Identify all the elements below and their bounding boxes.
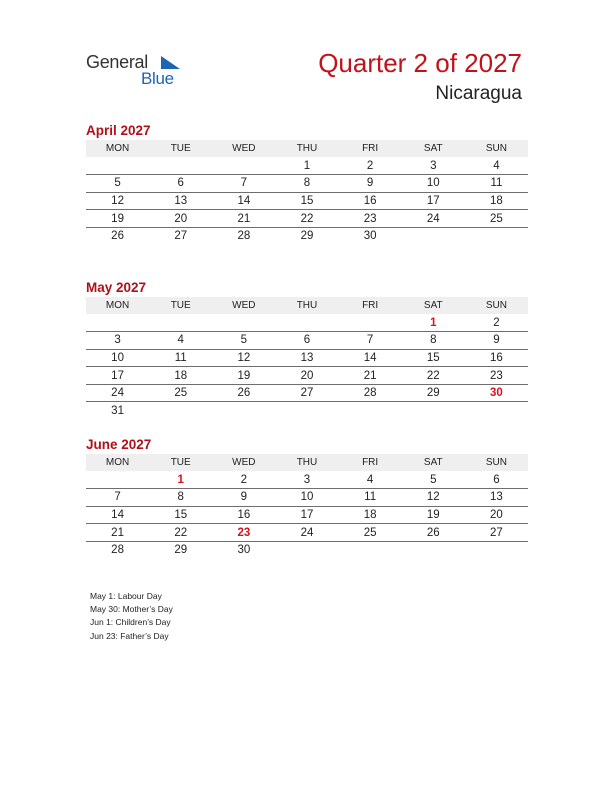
week-row: [86, 489, 528, 507]
day-cell: 6: [465, 471, 528, 489]
weekday-label: THU: [275, 140, 338, 157]
day-cell: 16: [212, 506, 275, 524]
day-cell: 17: [86, 367, 149, 385]
day-cell: 24: [86, 384, 149, 402]
day-cell: 7: [86, 489, 149, 507]
month-title: June 2027: [86, 437, 152, 452]
day-cell: 27: [465, 524, 528, 542]
day-cell: 24: [275, 524, 338, 542]
day-cell: 9: [465, 332, 528, 350]
weekday-label: FRI: [339, 140, 402, 157]
day-cell: 12: [212, 349, 275, 367]
day-cell: 5: [402, 471, 465, 489]
weekday-label: SUN: [465, 140, 528, 157]
day-cell: [465, 541, 528, 559]
day-cell: 20: [465, 506, 528, 524]
day-cell: 19: [212, 367, 275, 385]
day-cell: 22: [275, 210, 338, 228]
day-cell: 3: [86, 332, 149, 350]
logo-text-blue: Blue: [141, 69, 174, 88]
day-cell: 15: [402, 349, 465, 367]
day-cell: 7: [212, 175, 275, 193]
day-cell: [275, 541, 338, 559]
calendar-grid: [86, 140, 528, 245]
day-cell: 22: [149, 524, 212, 542]
week-row: [86, 524, 528, 542]
day-cell: [275, 402, 338, 420]
week-row: [86, 227, 528, 245]
day-cell: [212, 402, 275, 420]
day-cell: 26: [402, 524, 465, 542]
day-cell: 11: [339, 489, 402, 507]
week-row: [86, 506, 528, 524]
day-cell: 22: [402, 367, 465, 385]
day-cell: [149, 314, 212, 332]
week-row: [86, 471, 528, 489]
day-cell: 27: [174, 230, 188, 243]
weekday-label: SUN: [465, 297, 528, 314]
day-cell: 4: [465, 157, 528, 175]
weekday-header-row: [86, 297, 528, 314]
weekday-label: SAT: [402, 454, 465, 471]
weekday-label: MON: [86, 454, 149, 471]
weekday-label: SAT: [402, 297, 465, 314]
day-cell: 4: [149, 332, 212, 350]
weekday-label: THU: [275, 454, 338, 471]
day-cell: 26: [212, 384, 275, 402]
weekday-label: FRI: [339, 454, 402, 471]
page-title: Quarter 2 of 2027: [318, 48, 522, 78]
holiday-note: Jun 1: Children’s Day: [90, 617, 171, 628]
day-cell: 7: [339, 332, 402, 350]
day-cell: 19: [86, 210, 149, 228]
day-cell: 24: [402, 210, 465, 228]
day-cell: 25: [149, 384, 212, 402]
day-cell: 12: [86, 192, 149, 210]
day-cell: [149, 402, 212, 420]
calendar-grid: [86, 297, 528, 420]
day-cell: 2: [339, 157, 402, 175]
day-cell: 29: [174, 544, 188, 557]
day-cell: [86, 157, 149, 175]
day-cell: [402, 227, 465, 245]
logo-text-general: General: [86, 52, 148, 72]
week-row: [86, 332, 528, 350]
day-cell: 10: [275, 489, 338, 507]
week-row: [86, 192, 528, 210]
weekday-label: SUN: [465, 454, 528, 471]
day-cell: 13: [149, 192, 212, 210]
day-cell: 15: [275, 192, 338, 210]
day-cell: 12: [402, 489, 465, 507]
day-cell: 16: [465, 349, 528, 367]
day-cell: 16: [339, 192, 402, 210]
day-cell: 13: [275, 349, 338, 367]
month-calendar-may: [86, 278, 528, 420]
day-cell: 9: [339, 175, 402, 193]
day-cell: [402, 541, 465, 559]
day-cell: 15: [149, 506, 212, 524]
day-cell: [149, 157, 212, 175]
country-name: Nicaragua: [435, 83, 522, 104]
day-cell: 23: [465, 367, 528, 385]
month-title: May 2027: [86, 280, 147, 295]
week-row: [86, 175, 528, 193]
weekday-label: WED: [212, 454, 275, 471]
day-cell: 30: [363, 230, 377, 243]
weekday-label: MON: [86, 140, 149, 157]
weekday-label: TUE: [149, 454, 212, 471]
weekday-label: WED: [212, 297, 275, 314]
calendar-grid: [86, 454, 528, 559]
month-calendar-april: [86, 121, 528, 245]
holiday-note: May 1: Labour Day: [90, 591, 162, 601]
day-cell: 3: [402, 157, 465, 175]
weekday-header-row: [86, 140, 528, 157]
day-cell: 2: [212, 471, 275, 489]
day-cell: 14: [212, 192, 275, 210]
day-cell: 18: [465, 192, 528, 210]
day-cell: 8: [275, 175, 338, 193]
day-cell: 3: [275, 471, 338, 489]
day-cell: 8: [149, 489, 212, 507]
day-cell: 29: [402, 384, 465, 402]
day-cell: [86, 314, 149, 332]
day-cell: 19: [402, 506, 465, 524]
day-cell: 28: [111, 544, 124, 557]
day-cell: 18: [339, 506, 402, 524]
day-cell: 18: [149, 367, 212, 385]
day-cell: 28: [339, 384, 402, 402]
day-cell: 21: [339, 367, 402, 385]
day-cell: 11: [465, 175, 528, 193]
month-title: April 2027: [86, 123, 151, 138]
day-cell: 20: [275, 367, 338, 385]
day-cell: [339, 541, 402, 559]
day-cell: 6: [149, 175, 212, 193]
holiday-day-cell: 23: [212, 524, 275, 542]
day-cell: 31: [111, 405, 124, 418]
weekday-header-row: [86, 454, 528, 471]
day-cell: 25: [339, 524, 402, 542]
logo-triangle-icon: [159, 56, 181, 70]
day-cell: 4: [339, 471, 402, 489]
day-cell: [402, 402, 465, 420]
day-cell: 5: [86, 175, 149, 193]
day-cell: 2: [465, 314, 528, 332]
day-cell: 17: [402, 192, 465, 210]
weekday-label: WED: [212, 140, 275, 157]
day-cell: [212, 314, 275, 332]
weekday-label: THU: [275, 297, 338, 314]
holiday-day-cell: 1: [149, 471, 212, 489]
weekday-label: TUE: [149, 140, 212, 157]
day-cell: 14: [86, 506, 149, 524]
day-cell: 23: [339, 210, 402, 228]
weekday-label: TUE: [149, 297, 212, 314]
week-row: [86, 314, 528, 332]
day-cell: 21: [86, 524, 149, 542]
holiday-note: May 30: Mother’s Day: [90, 604, 173, 615]
day-cell: 5: [212, 332, 275, 350]
day-cell: [339, 314, 402, 332]
day-cell: 9: [212, 489, 275, 507]
day-cell: 10: [402, 175, 465, 193]
week-row: [86, 349, 528, 367]
day-cell: [339, 402, 402, 420]
day-cell: 27: [275, 384, 338, 402]
week-row: [86, 541, 528, 559]
day-cell: 14: [339, 349, 402, 367]
day-cell: 11: [149, 349, 212, 367]
holiday-day-cell: 30: [465, 384, 528, 402]
day-cell: [465, 227, 528, 245]
holiday-note: Jun 23: Father’s Day: [90, 630, 169, 641]
day-cell: 29: [300, 230, 314, 243]
day-cell: 28: [237, 230, 251, 243]
day-cell: 10: [86, 349, 149, 367]
day-cell: 30: [237, 544, 251, 557]
day-cell: [275, 314, 338, 332]
weekday-label: SAT: [402, 140, 465, 157]
week-row: [86, 384, 528, 402]
day-cell: 21: [212, 210, 275, 228]
weekday-label: MON: [86, 297, 149, 314]
day-cell: 6: [275, 332, 338, 350]
week-row: [86, 157, 528, 175]
holiday-day-cell: 1: [402, 314, 465, 332]
week-row: [86, 210, 528, 228]
month-calendar-june: [86, 435, 528, 559]
day-cell: 1: [275, 157, 338, 175]
day-cell: 26: [111, 230, 124, 243]
general-blue-logo: [86, 52, 186, 92]
day-cell: 17: [275, 506, 338, 524]
day-cell: 13: [465, 489, 528, 507]
week-row: [86, 367, 528, 385]
day-cell: [465, 402, 528, 420]
day-cell: [86, 471, 149, 489]
day-cell: 20: [149, 210, 212, 228]
day-cell: 25: [465, 210, 528, 228]
week-row: [86, 402, 528, 420]
weekday-label: FRI: [339, 297, 402, 314]
holiday-notes: [90, 590, 173, 643]
day-cell: 8: [402, 332, 465, 350]
day-cell: [212, 157, 275, 175]
